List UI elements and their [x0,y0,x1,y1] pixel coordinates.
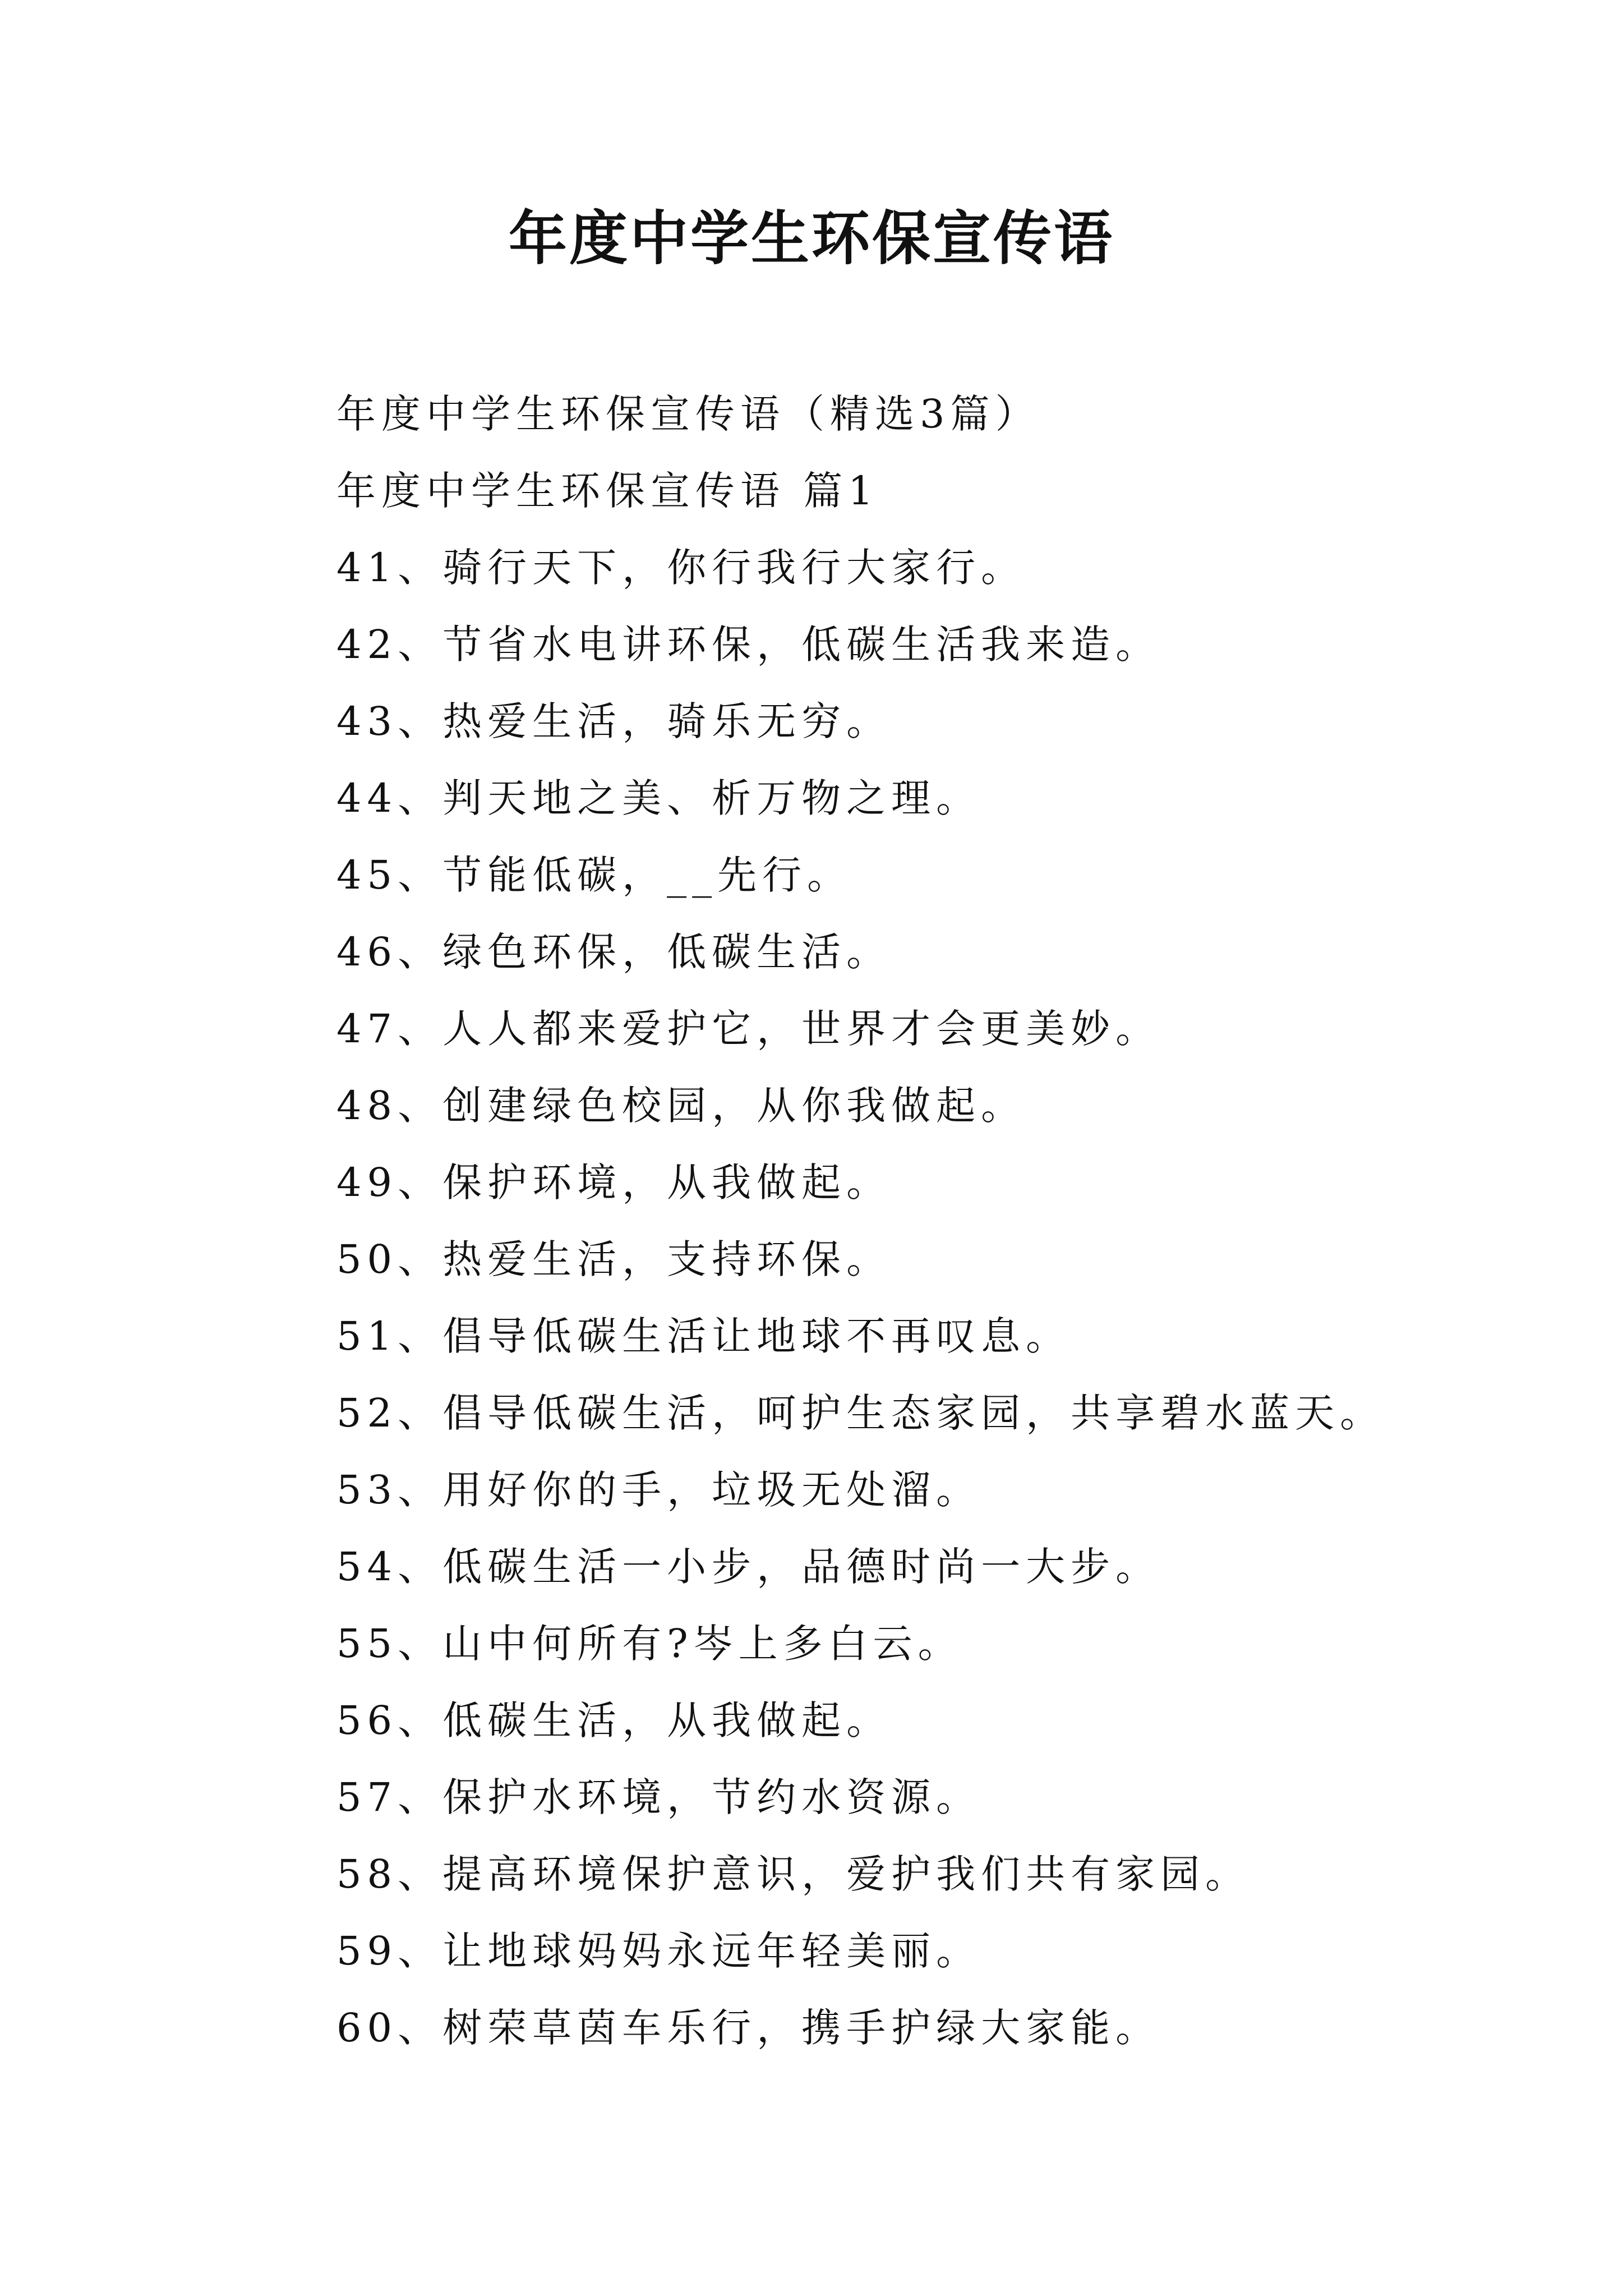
slogan-item: 42、节省水电讲环保，低碳生活我来造。 [336,622,1161,668]
slogan-item: 53、用好你的手，垃圾无处溜。 [336,1467,981,1513]
slogan-item: 59、让地球妈妈永远年轻美丽。 [336,1928,981,1974]
slogan-item: 48、创建绿色校园，从你我做起。 [336,1083,1026,1129]
slogan-item: 56、低碳生活，从我做起。 [336,1697,892,1743]
slogan-item: 51、倡导低碳生活让地球不再叹息。 [336,1313,1071,1359]
slogan-item: 47、人人都来爱护它，世界才会更美妙。 [336,1006,1161,1052]
document-title: 年度中学生环保宣传语 [508,204,1114,273]
slogan-item: 54、低碳生活一小步，品德时尚一大步。 [336,1544,1161,1590]
slogan-item: 55、山中何所有?岑上多白云。 [336,1621,963,1667]
slogan-item: 52、倡导低碳生活，呵护生态家园，共享碧水蓝天。 [336,1390,1385,1436]
slogan-item: 46、绿色环保，低碳生活。 [336,929,892,975]
slogan-item: 50、热爱生活，支持环保。 [336,1236,892,1282]
slogan-item: 49、保护环境，从我做起。 [336,1159,892,1205]
slogan-item: 45、节能低碳，__先行。 [336,852,852,898]
document-subtitle: 年度中学生环保宣传语（精选3篇） [336,391,1040,437]
section-heading: 年度中学生环保宣传语 篇1 [336,468,879,514]
slogan-item: 44、判天地之美、析万物之理。 [336,775,981,821]
slogan-item: 60、树荣草茵车乐行，携手护绿大家能。 [336,2005,1161,2051]
slogan-item: 43、热爱生活，骑乐无穷。 [336,698,892,744]
document-body [336,376,1542,2067]
slogan-item: 58、提高环境保护意识，爱护我们共有家园。 [336,1851,1251,1897]
slogan-item: 57、保护水环境，节约水资源。 [336,1774,981,1820]
slogan-item: 41、骑行天下，你行我行大家行。 [336,545,1026,591]
